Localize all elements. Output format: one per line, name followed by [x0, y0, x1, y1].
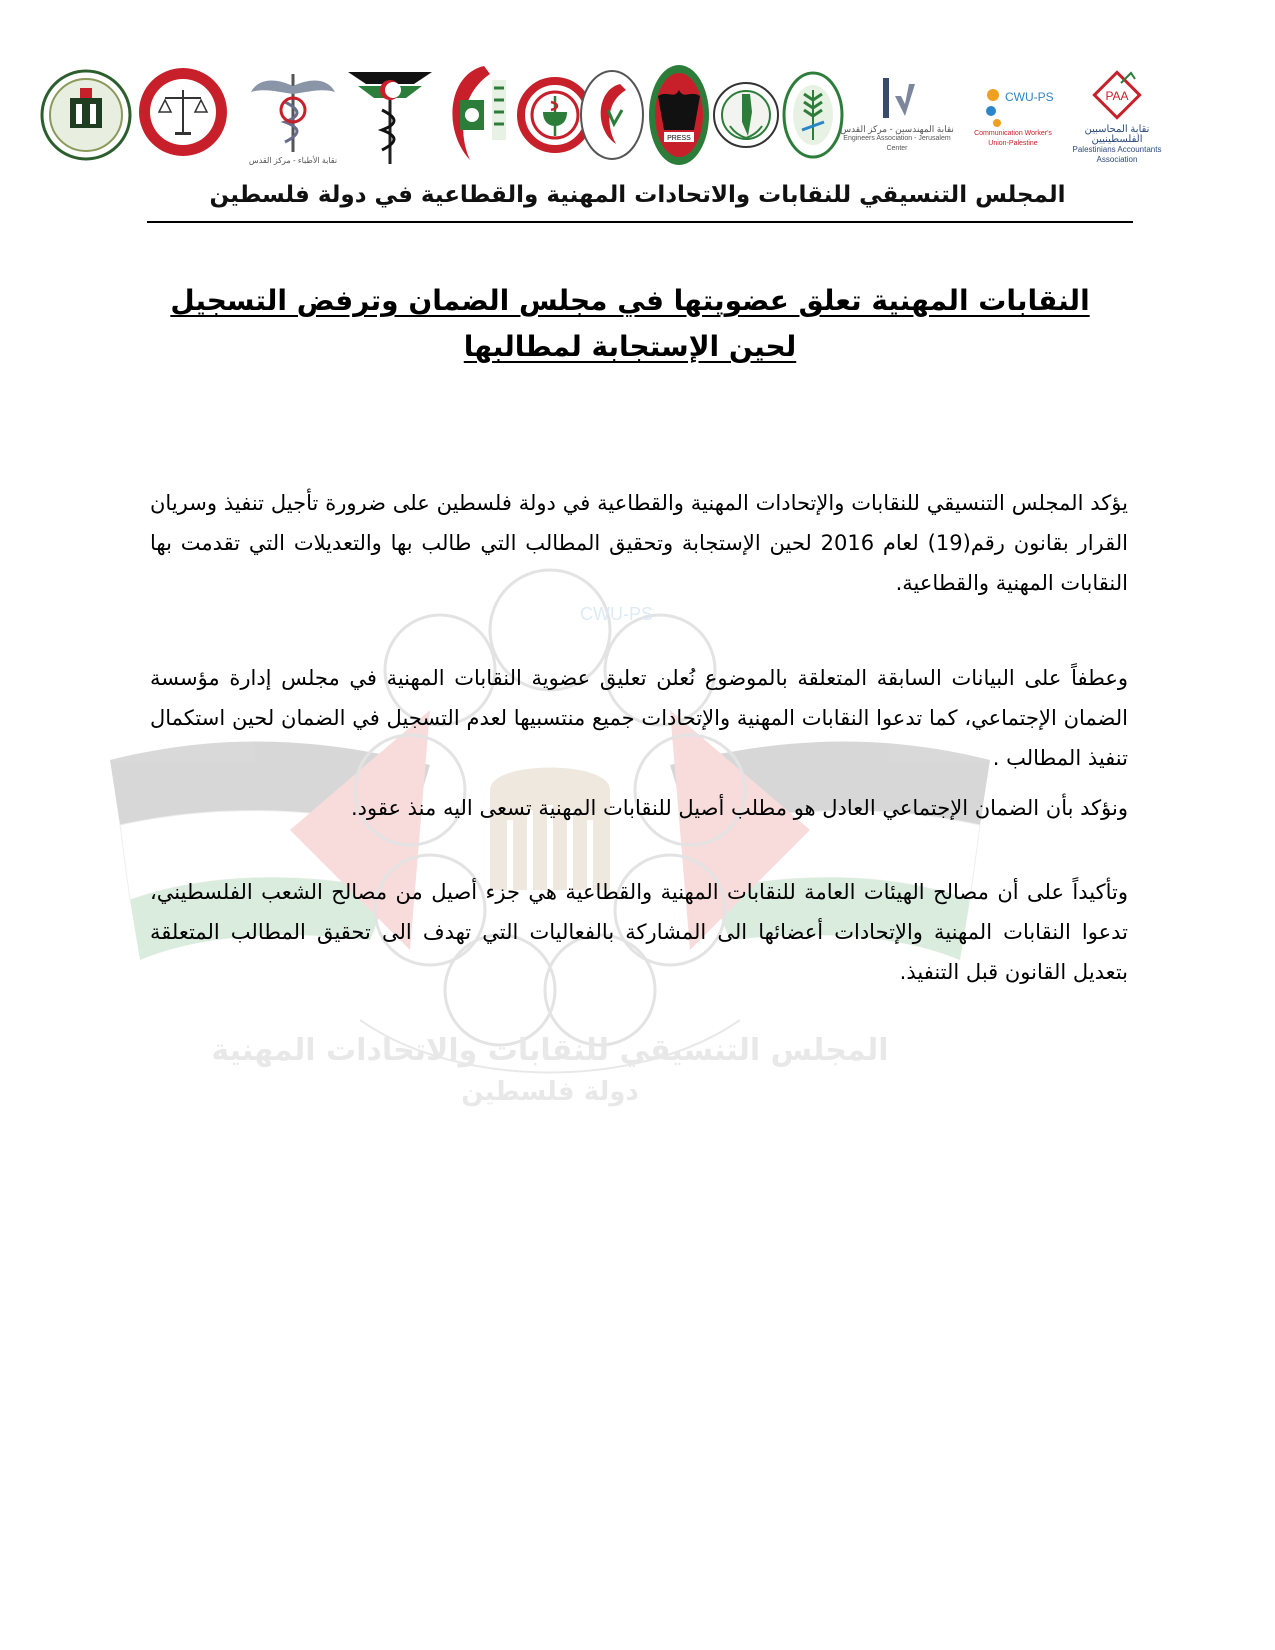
document-headline: النقابات المهنية تعلق عضويتها في مجلس الضمان وترفض التسجيل لحين الإستجابة لمطالبها: [170, 284, 1090, 363]
agronomists-syndicate-logo: [782, 60, 844, 170]
nursing-crescent-icon: [440, 60, 512, 170]
map-seal-icon: [712, 60, 780, 170]
wheat-seal-icon: [782, 60, 844, 170]
accountants-caption: نقابة المحاسبين الفلسطينيين: [1084, 124, 1150, 145]
cwu-subcaption: Communication Worker's Union-Palestine: [974, 130, 1052, 147]
paragraph-1-text: يؤكد المجلس التنسيقي للنقابات والإتحادات المهنية والقطاعية في دولة فلسطين على ضرورة تأجيل تنفيذ وسريان القرار بقانون رقم(19) لعام 2016 لحين الإستجابة وتحقيق المطالب التي طالب بها والتعديلات التي تقدمت بها النقابات المهنية والقطاعية.: [150, 491, 1128, 595]
press-syndicate-logo: [648, 60, 710, 170]
svg-text:PRESS: PRESS: [667, 135, 691, 142]
cwu-ps-logo: [967, 60, 1059, 170]
caduceus-icon: [247, 64, 339, 156]
paragraph-2: [150, 658, 1128, 778]
union-seal-logo: [712, 60, 780, 170]
paa-diamond-icon: [1087, 65, 1147, 125]
accountants-subcaption: Palestinians Accountants Association: [1072, 145, 1162, 164]
scales-of-justice-icon: [137, 60, 229, 170]
general-secretariat-logo: [40, 60, 132, 170]
paragraph-1: [150, 483, 1128, 603]
council-name: المجلس التنسيقي للنقابات والاتحادات المهنية والقطاعية في دولة فلسطين: [209, 182, 1066, 208]
engineers-subcaption: Engineers Association - Jerusalem Center: [843, 135, 951, 152]
cwu-bubbles-icon: [983, 81, 1054, 129]
medical-crescent-logo: [344, 60, 436, 170]
paragraph-4: [150, 872, 1128, 992]
paragraph-2-text: وعطفاً على البيانات السابقة المتعلقة بالموضوع نُعلن تعليق عضوية النقابات المهنية في مجلس إدارة مؤسسة الضمان الإجتماعي، كما تدعوا النقابات المهنية والإتحادات جميع منتسبيها لعدم التسجيل في الضمان لحين استكمال تنفيذ المطالب .: [150, 666, 1128, 770]
accountants-association-logo: [1062, 60, 1172, 170]
crescent-flag-icon: [344, 60, 436, 170]
doctors-syndicate-caption: نقابة الأطباء - مركز القدس: [248, 156, 338, 165]
engineers-mark-icon: [875, 76, 919, 120]
paragraph-3: [150, 788, 1128, 828]
svg-text:المجلس التنسيقي للنقابات والات: المجلس التنسيقي للنقابات والاتحادات المهنية: [211, 1033, 889, 1068]
eagle-press-icon: [648, 60, 710, 170]
svg-text:دولة فلسطين: دولة فلسطين: [461, 1077, 639, 1107]
veterinary-crescent-icon: [578, 60, 646, 170]
doctors-syndicate-logo: [247, 60, 339, 170]
paragraph-3-text: ونؤكد بأن الضمان الإجتماعي العادل هو مطلب أصيل للنقابات المهنية تسعى اليه منذ عقود.: [350, 796, 1128, 820]
svg-text:PAA: PAA: [1105, 89, 1129, 103]
svg-text:CWU-PS: CWU-PS: [1005, 90, 1054, 104]
veterinary-syndicate-logo: [578, 60, 646, 170]
general-secretariat-emblem-icon: [40, 60, 132, 170]
bar-association-logo: [137, 60, 229, 170]
header-divider: [147, 221, 1133, 223]
paragraph-4-text: وتأكيداً على أن مصالح الهيئات العامة للنقابات المهنية والقطاعية هي جزء أصيل من مصالح الشعب الفلسطيني، تدعوا النقابات المهنية والإتحادات أعضائها الى المشاركة بالفعاليات التي تهدف الى تحقيق المطالب المتعلقة بتعديل القانون قبل التنفيذ.: [150, 880, 1128, 984]
engineers-caption: نقابة المهندسين - مركز القدس: [840, 124, 954, 134]
nursing-syndicate-logo: [440, 60, 512, 170]
engineers-association-logo: [838, 60, 956, 170]
svg-text:CWU-PS: CWU-PS: [580, 604, 653, 624]
